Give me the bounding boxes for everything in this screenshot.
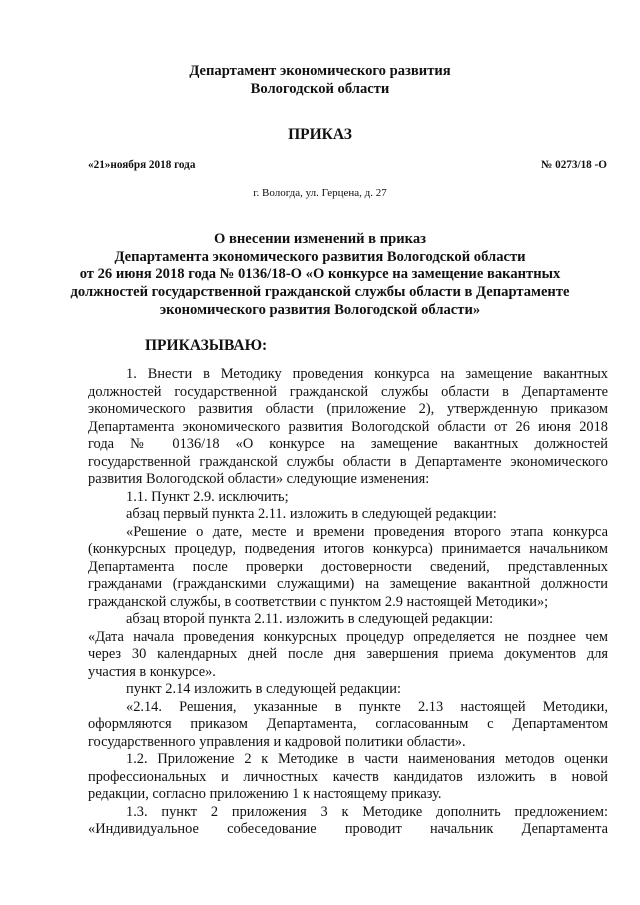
body-line: Департамента после проверки достоверности сведений, представленных (88, 559, 608, 575)
department-name-line1: Департамент экономического развития (189, 63, 451, 79)
subject-line: Департамента экономического развития Вологодской области (114, 249, 526, 265)
body-line: абзац первый пункта 2.11. изложить в следующей редакции: (126, 506, 497, 522)
body-line: гражданской службы, в соответствии с пунктом 2.9 настоящей Методики»; (88, 594, 549, 610)
document-title: ПРИКАЗ (288, 126, 352, 143)
body-line: (конкурсных процедур, подведения итогов конкурса) принимается начальником (88, 541, 608, 557)
body-line: через 30 календарных дней после дня завершения приема документов для (88, 646, 608, 662)
body-line: должностей государственной гражданской службы области в Департаменте (88, 384, 608, 400)
body-line: «2.14. Решения, указанные в пункте 2.13 настоящей Методики, (126, 699, 608, 715)
subject-line: от 26 июня 2018 года № 0136/18-О «О конкурсе на замещение вакантных (79, 266, 561, 282)
body-line: «Решение о дате, месте и времени проведения второго этапа конкурса (126, 524, 608, 540)
subject-line: О внесении изменений в приказ (213, 231, 426, 247)
body-line: 1. Внести в Методику проведения конкурса на замещение вакантных (126, 366, 608, 382)
body-line: профессиональных и личностных качеств кандидатов изложить в новой (88, 769, 608, 785)
body-line: пункт 2.14 изложить в следующей редакции: (126, 681, 401, 697)
body-line: редакции, согласно приложению 1 к настоящему приказу. (88, 786, 442, 802)
body-line: государственной гражданской службы области в Департаменте экономического (88, 454, 608, 470)
orders-label: ПРИКАЗЫВАЮ: (145, 337, 268, 354)
subject-line: экономического развития Вологодской области» (159, 302, 481, 318)
order-number: № 0273/18 -О (541, 159, 607, 171)
body-line: участия в конкурсе». (88, 664, 216, 680)
body-line: 1.3. пункт 2 приложения 3 к Методике дополнить предложением: (126, 804, 608, 820)
body-line: экономического развития области (приложение 2), утвержденную приказом (88, 401, 608, 417)
body-line: развития Вологодской области» следующие изменения: (88, 471, 430, 487)
body-line: оформляются приказом Департамента, согласованным с Департаментом (88, 716, 608, 732)
body-line: «Дата начала проведения конкурсных процедур определяется не позднее чем (88, 629, 608, 645)
subject-line: должностей государственной гражданской службы области в Департаменте (70, 284, 570, 300)
department-name-line2: Вологодской области (250, 81, 390, 97)
body-line: «Индивидуальное собеседование проводит начальник Департамента (88, 821, 608, 837)
order-date: «21»ноября 2018 года (88, 159, 196, 171)
body-line: гражданами (гражданскими служащими) на замещение вакантной должности (88, 576, 608, 592)
body-line: года № 0136/18 «О конкурсе на замещение вакантных должностей (88, 436, 608, 452)
address: г. Вологда, ул. Герцена, д. 27 (253, 187, 387, 199)
body-line: государственного управления и кадровой политики области». (88, 734, 466, 750)
body-line: 1.1. Пункт 2.9. исключить; (126, 489, 289, 505)
body-line: абзац второй пункта 2.11. изложить в следующей редакции: (126, 611, 494, 627)
body-line: Департамента экономического развития Вологодской области от 26 июня 2018 (88, 419, 608, 435)
body-line: 1.2. Приложение 2 к Методике в части наименования методов оценки (126, 751, 608, 767)
